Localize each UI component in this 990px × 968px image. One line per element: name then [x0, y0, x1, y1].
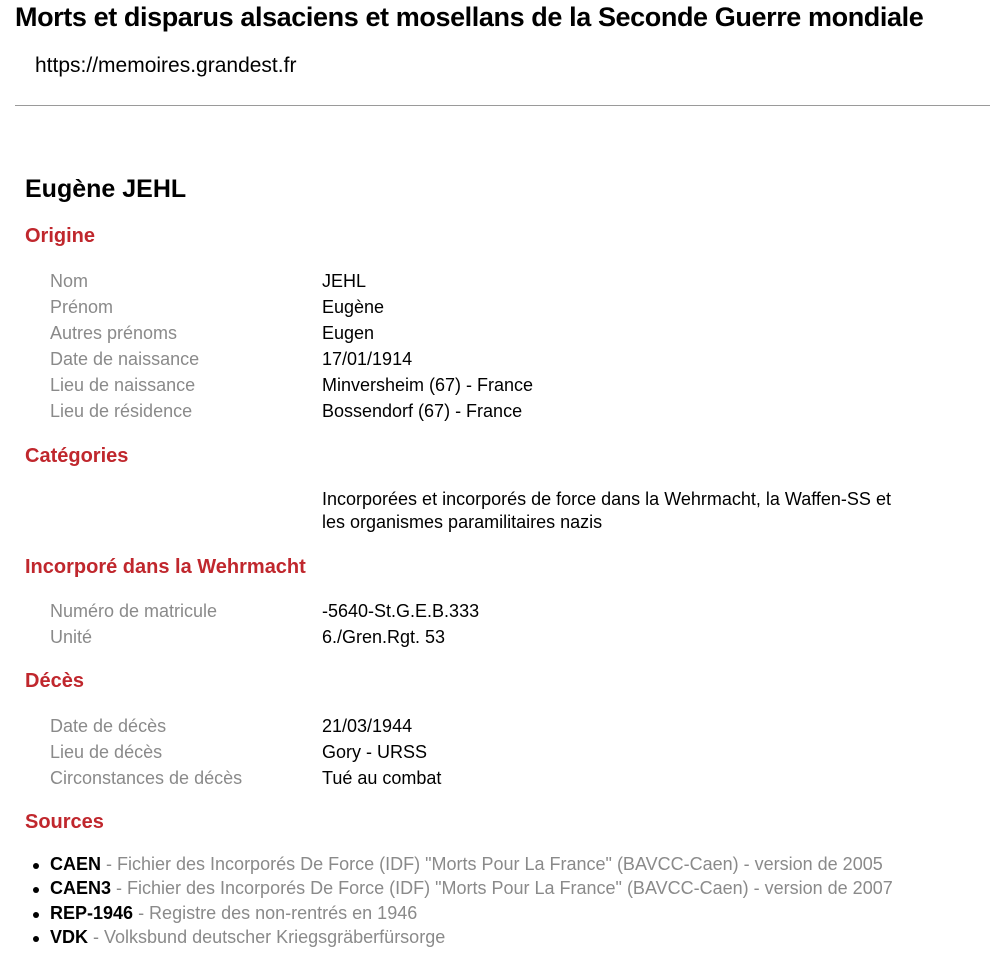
section-title-deces: Décès [25, 670, 84, 692]
site-url[interactable]: https://memoires.grandest.fr [35, 54, 297, 77]
source-item [30, 852, 893, 876]
field-label-lieu-deces: Lieu de décès [50, 742, 163, 762]
source-code: REP-1946 [50, 902, 134, 923]
source-code: CAEN3 [50, 878, 112, 899]
field-label-date-deces: Date de décès [50, 716, 167, 736]
field-value-unite: 6./Gren.Rgt. 53 [322, 627, 446, 647]
header-divider [15, 105, 990, 106]
field-value-lieu-deces: Gory - URSS [322, 742, 428, 762]
source-description: - Registre des non-rentrés en 1946 [133, 902, 418, 923]
field-label-date-naissance: Date de naissance [50, 349, 200, 369]
field-label-unite: Unité [50, 627, 93, 647]
field-value-lieu-residence: Bossendorf (67) - France [322, 401, 523, 421]
field-value-nom: JEHL [322, 271, 367, 291]
bullet-icon [33, 887, 39, 893]
sources-list [30, 852, 893, 949]
source-description: - Fichier des Incorporés De Force (IDF) "Morts Pour La France" (BAVCC-Caen) - version de 2005 [101, 854, 883, 874]
field-value-categories: Incorporées et incorporés de force dans la Wehrmacht, la Waffen-SS et les organismes paramilitaires nazis [322, 489, 891, 532]
source-description: - Volksbund deutscher Kriegsgräberfürsorge [88, 926, 446, 947]
bullet-icon [33, 936, 39, 942]
section-title-sources: Sources [25, 811, 104, 833]
person-name: Eugène JEHL [25, 175, 187, 203]
field-value-date-naissance: 17/01/1914 [322, 349, 413, 369]
field-value-date-deces: 21/03/1944 [322, 716, 413, 736]
source-item [30, 925, 893, 949]
field-label-circonstances: Circonstances de décès [50, 768, 243, 788]
field-value-lieu-naissance: Minversheim (67) - France [322, 375, 534, 395]
section-title-wehrmacht: Incorporé dans la Wehrmacht [25, 556, 306, 578]
field-value-autres-prenoms: Eugen [322, 323, 375, 343]
section-title-categories: Catégories [25, 445, 129, 467]
source-item [30, 876, 893, 900]
section-title-origine: Origine [25, 225, 96, 247]
field-value-prenom: Eugène [322, 297, 385, 317]
field-value-matricule: -5640-St.G.E.B.333 [322, 601, 480, 621]
field-label-nom: Nom [50, 271, 89, 291]
bullet-icon [33, 863, 39, 869]
source-item [30, 901, 893, 925]
field-label-autres-prenoms: Autres prénoms [50, 323, 178, 343]
field-label-lieu-residence: Lieu de résidence [50, 401, 193, 421]
source-code: CAEN [50, 854, 102, 874]
source-description: - Fichier des Incorporés De Force (IDF) "Morts Pour La France" (BAVCC-Caen) - version de 2007 [111, 878, 893, 899]
bullet-icon [33, 912, 39, 918]
field-label-matricule: Numéro de matricule [50, 601, 218, 621]
field-label-lieu-naissance: Lieu de naissance [50, 375, 196, 395]
source-code: VDK [50, 926, 89, 947]
site-title: Morts et disparus alsaciens et mosellans de la Seconde Guerre mondiale [15, 2, 924, 32]
field-value-circonstances: Tué au combat [322, 768, 442, 788]
field-label-prenom: Prénom [50, 297, 114, 317]
